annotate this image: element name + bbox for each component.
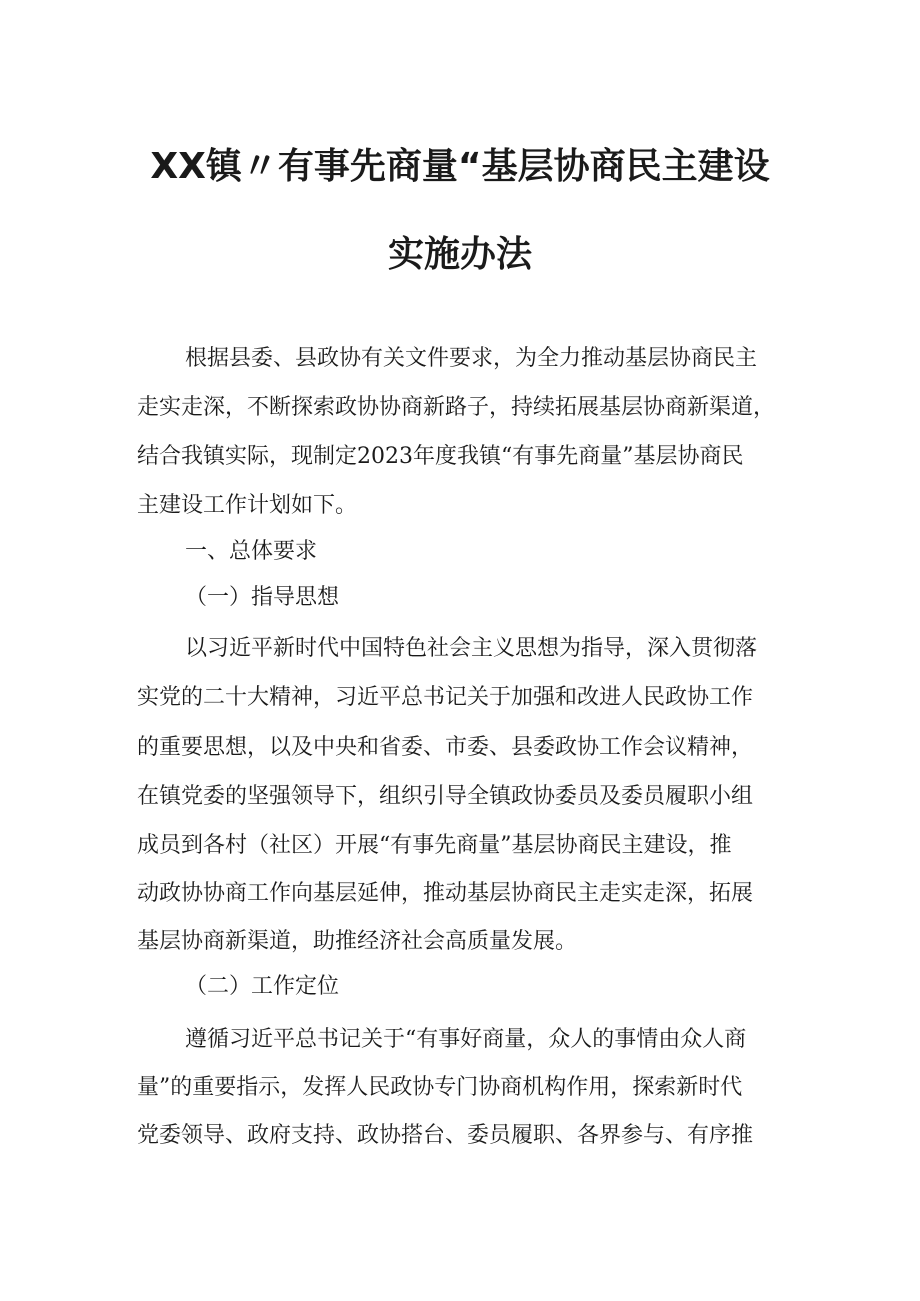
body-line: 在镇党委的坚强领导下，组织引导全镇政协委员及委员履职小组 bbox=[137, 784, 754, 809]
subsection-heading: （一）指导思想 bbox=[185, 585, 340, 610]
body-line: 动政协协商工作向基层延伸，推动基层协商民主走实走深，拓展 bbox=[137, 881, 754, 906]
body-line: 以习近平新时代中国特色社会主义思想为指导，深入贯彻落 bbox=[185, 636, 758, 661]
body-line: 党委领导、政府支持、政协搭台、委员履职、各界参与、有序推 bbox=[137, 1123, 754, 1148]
body-line: 主建设工作计划如下。 bbox=[137, 493, 358, 518]
body-line: 根据县委、县政协有关文件要求，为全力推动基层协商民主 bbox=[185, 346, 758, 371]
body-line: 基层协商新渠道，助推经济社会高质量发展。 bbox=[137, 929, 578, 954]
body-line: 结合我镇实际，现制定2023年度我镇“有事先商量”基层协商民 bbox=[137, 444, 744, 469]
body-line: 实党的二十大精神，习近平总书记关于加强和改进人民政协工作 bbox=[137, 685, 754, 710]
document-title-line-2: 实施办法 bbox=[387, 234, 532, 275]
body-line: 成员到各村（社区）开展“有事先商量”基层协商民主建设，推 bbox=[137, 833, 732, 858]
body-line: 走实走深，不断探索政协协商新路子，持续拓展基层协商新渠道， bbox=[137, 395, 776, 420]
body-line: 量”的重要指示，发挥人民政协专门协商机构作用，探索新时代 bbox=[137, 1075, 743, 1100]
section-heading: 一、总体要求 bbox=[185, 539, 318, 564]
document-title-line-1: XX镇〃有事先商量“基层协商民主建设 bbox=[150, 146, 770, 187]
body-line: 的重要思想，以及中央和省委、市委、县委政协工作会议精神， bbox=[137, 735, 754, 760]
subsection-heading: （二）工作定位 bbox=[185, 974, 340, 999]
body-line: 遵循习近平总书记关于“有事好商量，众人的事情由众人商 bbox=[185, 1027, 747, 1052]
